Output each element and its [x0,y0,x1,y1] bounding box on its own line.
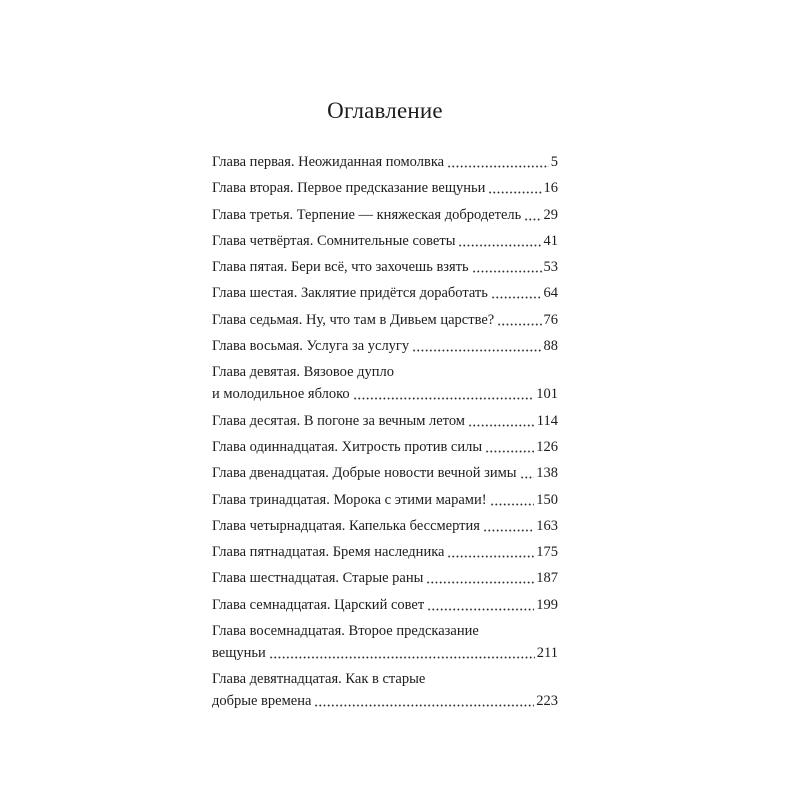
toc-entry-page-number: 114 [536,412,558,429]
toc-entry [212,230,558,252]
toc-entry [212,177,558,199]
toc-entry-title: Глава седьмая. Ну, что там в Дивьем царстве? [212,311,495,328]
toc-entry-row [212,151,558,173]
toc-entry-page-number: 101 [536,386,558,403]
dot-leader [497,309,541,331]
toc-entry-title: Глава семнадцатая. Царский совет [212,596,425,613]
toc-entry [212,436,558,458]
toc-entry-title: Глава третья. Терпение — княжеская добродетель [212,206,522,223]
toc-entry-row [212,567,558,589]
toc-entry-title: Глава двенадцатая. Добрые новости вечной зимы [212,465,517,482]
toc-entry-title: Глава десятая. В погоне за вечным летом [212,412,465,429]
toc-entry-row [212,309,558,331]
toc-entry-title: Глава вторая. Первое предсказание вещуньи [212,180,486,197]
toc-entry-title-line: Глава девятнадцатая. Как в старые [212,671,426,688]
toc-entry-page-number: 138 [536,465,558,482]
toc-entry [212,309,558,331]
dot-leader [490,489,535,511]
toc-entry-page-number: 76 [543,311,558,328]
dot-leader [488,177,541,199]
toc-entry-page-number: 53 [543,259,558,276]
toc-entry-title: Глава первая. Неожиданная помолвка [212,154,445,170]
dot-leader [458,230,541,252]
toc-entry [212,515,558,537]
dot-leader [491,282,542,304]
toc-entry-title: Глава восьмая. Услуга за услугу [212,338,410,355]
toc-entry-row [212,541,558,563]
dot-leader [520,462,535,484]
toc-entry-row [212,594,558,616]
toc-entry [212,151,558,173]
toc-entry-title: добрые времена [212,693,312,710]
toc-entry [212,335,558,357]
toc-entry-row [212,230,558,252]
toc-entry-page-number: 126 [536,438,558,455]
toc-entry-row [212,515,558,537]
dot-leader [447,541,534,563]
toc-entry-title: Глава четвёртая. Сомнительные советы [212,232,456,249]
table-of-contents [212,151,558,717]
toc-entry-title: вещуньи [212,645,266,662]
page-title: Оглавление [327,98,443,123]
dot-leader [468,410,535,432]
toc-entry-title: Глава четырнадцатая. Капелька бессмертия [212,517,480,534]
dot-leader [485,436,534,458]
toc-entry [212,668,558,712]
toc-entry-title: Глава тринадцатая. Морока с этими марами! [212,491,487,508]
toc-entry-row [212,642,558,664]
dot-leader [269,642,535,664]
toc-entry [212,489,558,511]
toc-entry [212,204,558,226]
toc-entry-page-number: 16 [543,180,558,197]
toc-entry-page-number: 163 [536,517,558,534]
toc-entry-page-number: 64 [543,285,558,302]
toc-entry-page-number: 29 [543,206,558,223]
dot-leader [412,335,541,357]
toc-entry-row [212,282,558,304]
dot-leader [353,383,535,405]
toc-entry-row [212,383,558,405]
toc-entry-title: Глава пятая. Бери всё, что захочешь взять [212,259,469,276]
toc-entry-row [212,489,558,511]
dot-leader [447,151,549,173]
toc-entry-title: Глава шестнадцатая. Старые раны [212,570,424,587]
toc-entry-title-line: Глава восемнадцатая. Второе предсказание [212,623,479,640]
toc-entry [212,462,558,484]
toc-entry [212,256,558,278]
toc-entry [212,567,558,589]
toc-entry-row [212,177,558,199]
toc-entry-page-number: 175 [536,544,558,561]
toc-entry [212,541,558,563]
toc-entry-page-number: 150 [536,491,558,508]
toc-entry [212,620,558,664]
toc-entry-row [212,436,558,458]
toc-entry-title: и молодильное яблоко [212,386,350,403]
toc-entry-title-line: Глава девятая. Вязовое дупло [212,364,395,381]
toc-entry-page-number: 223 [536,693,558,710]
toc-entry-row [212,690,558,712]
toc-entry-row [212,462,558,484]
toc-entry-page-number: 187 [536,570,558,587]
toc-entry-page-number: 211 [536,645,558,662]
dot-leader [483,515,534,537]
toc-entry [212,410,558,432]
toc-entry [212,594,558,616]
dot-leader [314,690,534,712]
dot-leader [524,204,541,226]
dot-leader [426,567,534,589]
toc-entry [212,282,558,304]
toc-entry-title: Глава пятнадцатая. Бремя наследника [212,544,445,561]
toc-entry [212,361,558,405]
toc-entry-title: Глава одиннадцатая. Хитрость против силы [212,438,483,455]
toc-entry-row [212,256,558,278]
toc-entry-title: Глава шестая. Заклятие придётся доработать [212,285,488,302]
toc-entry-row [212,410,558,432]
dot-leader [472,256,542,278]
toc-entry-page-number: 199 [536,596,558,613]
toc-entry-page-number: 5 [550,154,558,170]
toc-entry-page-number: 88 [543,338,558,355]
toc-entry-page-number: 41 [543,232,558,249]
dot-leader [427,594,534,616]
toc-entry-row [212,335,558,357]
toc-entry-row [212,204,558,226]
